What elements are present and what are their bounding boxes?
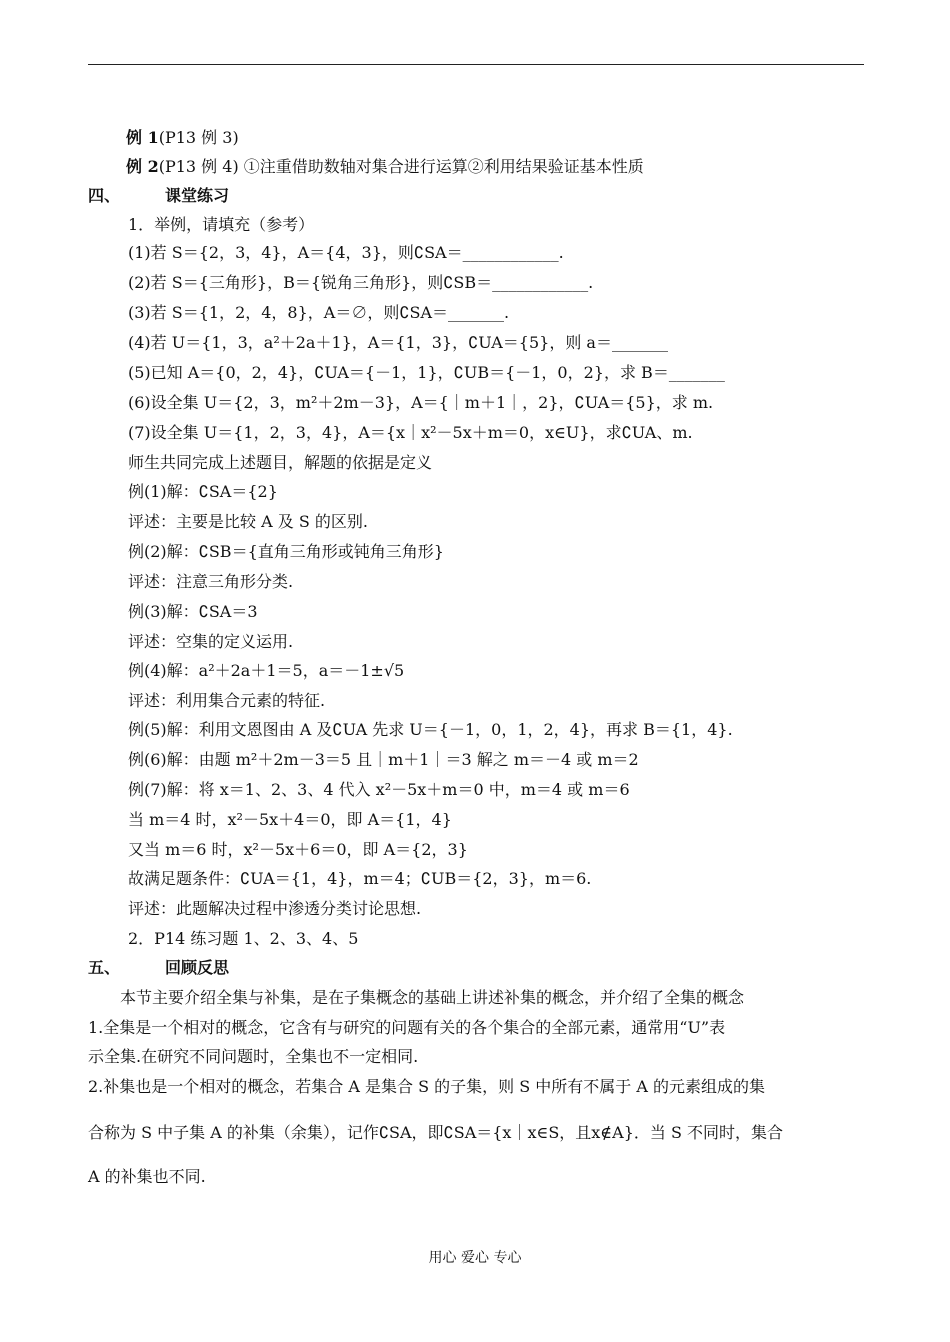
summary-point-1: 1.全集是一个相对的概念，它含有与研究的问题有关的各个集合的全部元素，通常用“U”表 xyxy=(88,1018,726,1037)
summary-point-2: 2.补集也是一个相对的概念，若集合 A 是集合 S 的子集，则 S 中所有不属于 A 的元素组成的集 xyxy=(88,1077,765,1096)
comment-7: 评述：此题解决过程中渗透分类讨论思想. xyxy=(128,899,422,918)
header-rule xyxy=(88,64,864,65)
exercise-intro: 1．举例，请填充（参考） xyxy=(128,215,315,234)
comment-3: 评述：空集的定义运用. xyxy=(128,632,294,651)
page-footer: 用心 爱心 专心 xyxy=(428,1250,522,1266)
exercise-line-7: (7)设全集 U＝{1，2，3，4}，A＝{x｜x²－5x＋m＝0，x∈U}，求∁UA、m. xyxy=(128,423,693,442)
exercise-line-6: (6)设全集 U＝{2，3，m²＋2m－3}，A＝{｜m＋1｜，2}，∁UA＝{5}，求 m. xyxy=(128,393,714,412)
summary-point-1-cont: 示全集.在研究不同问题时，全集也不一定相同. xyxy=(88,1047,419,1066)
exercise-line-3: (3)若 S＝{1，2，4，8}，A＝∅，则∁SA＝_______. xyxy=(128,303,510,322)
summary-intro: 本节主要介绍全集与补集，是在子集概念的基础上讲述补集的概念，并介绍了全集的概念 xyxy=(120,988,745,1007)
exercise-line-5: (5)已知 A＝{0，2，4}，∁UA＝{－1，1}，∁UB＝{－1，0，2}，求 B＝_______ xyxy=(128,363,725,382)
exercise-2: 2．P14 练习题 1、2、3、4、5 xyxy=(128,929,359,948)
solution-6: 例(6)解：由题 m²＋2m－3＝5 且｜m＋1｜＝3 解之 m＝－4 或 m＝2 xyxy=(128,750,639,769)
exercise-line-4: (4)若 U＝{1，3，a²＋2a＋1}，A＝{1，3}，∁UA＝{5}，则 a＝_______ xyxy=(128,333,668,352)
example-1: 例 1(P13 例 3) xyxy=(126,128,239,147)
solution-7: 例(7)解：将 x＝1、2、3、4 代入 x²－5x＋m＝0 中，m＝4 或 m＝6 xyxy=(128,780,630,799)
comment-1: 评述：主要是比较 A 及 S 的区别. xyxy=(128,512,368,531)
solution-4: 例(4)解：a²＋2a＋1＝5，a＝－1±√5 xyxy=(128,661,405,680)
comment-4: 评述：利用集合元素的特征. xyxy=(128,691,326,710)
solution-7-conclusion: 故满足题条件：∁UA＝{1，4}，m＝4；∁UB＝{2，3}，m＝6. xyxy=(128,869,592,888)
solution-5: 例(5)解：利用文恩图由 A 及∁UA 先求 U＝{－1，0，1，2，4}，再求 B＝{1，4}. xyxy=(128,720,733,739)
solution-7-case-1: 当 m＝4 时，x²－5x＋4＝0，即 A＝{1，4} xyxy=(128,810,452,829)
summary-point-2-cont: 合称为 S 中子集 A 的补集（余集），记作∁SA，即∁SA＝{x｜x∈S，且x∉A}．当 S 不同时，集合 xyxy=(88,1123,784,1142)
comment-2: 评述：注意三角形分类. xyxy=(128,572,294,591)
example-2: 例 2(P13 例 4) ①注重借助数轴对集合进行运算②利用结果验证基本性质 xyxy=(126,157,644,176)
teacher-note: 师生共同完成上述题目，解题的依据是定义 xyxy=(128,453,433,472)
solution-1: 例(1)解：∁SA＝{2} xyxy=(128,482,278,501)
section-heading-4: 四、 课堂练习 xyxy=(88,186,230,205)
section-heading-5: 五、 回顾反思 xyxy=(88,958,230,977)
solution-7-case-2: 又当 m＝6 时，x²－5x＋6＝0，即 A＝{2，3} xyxy=(128,840,468,859)
exercise-line-2: (2)若 S＝{三角形}，B＝{锐角三角形}，则∁SB＝____________. xyxy=(128,273,594,292)
solution-2: 例(2)解：∁SB＝{直角三角形或钝角三角形} xyxy=(128,542,444,561)
solution-3: 例(3)解：∁SA＝3 xyxy=(128,602,258,621)
summary-point-2-end: A 的补集也不同. xyxy=(88,1167,206,1186)
exercise-line-1: (1)若 S＝{2，3，4}，A＝{4，3}，则∁SA＝____________. xyxy=(128,243,564,262)
